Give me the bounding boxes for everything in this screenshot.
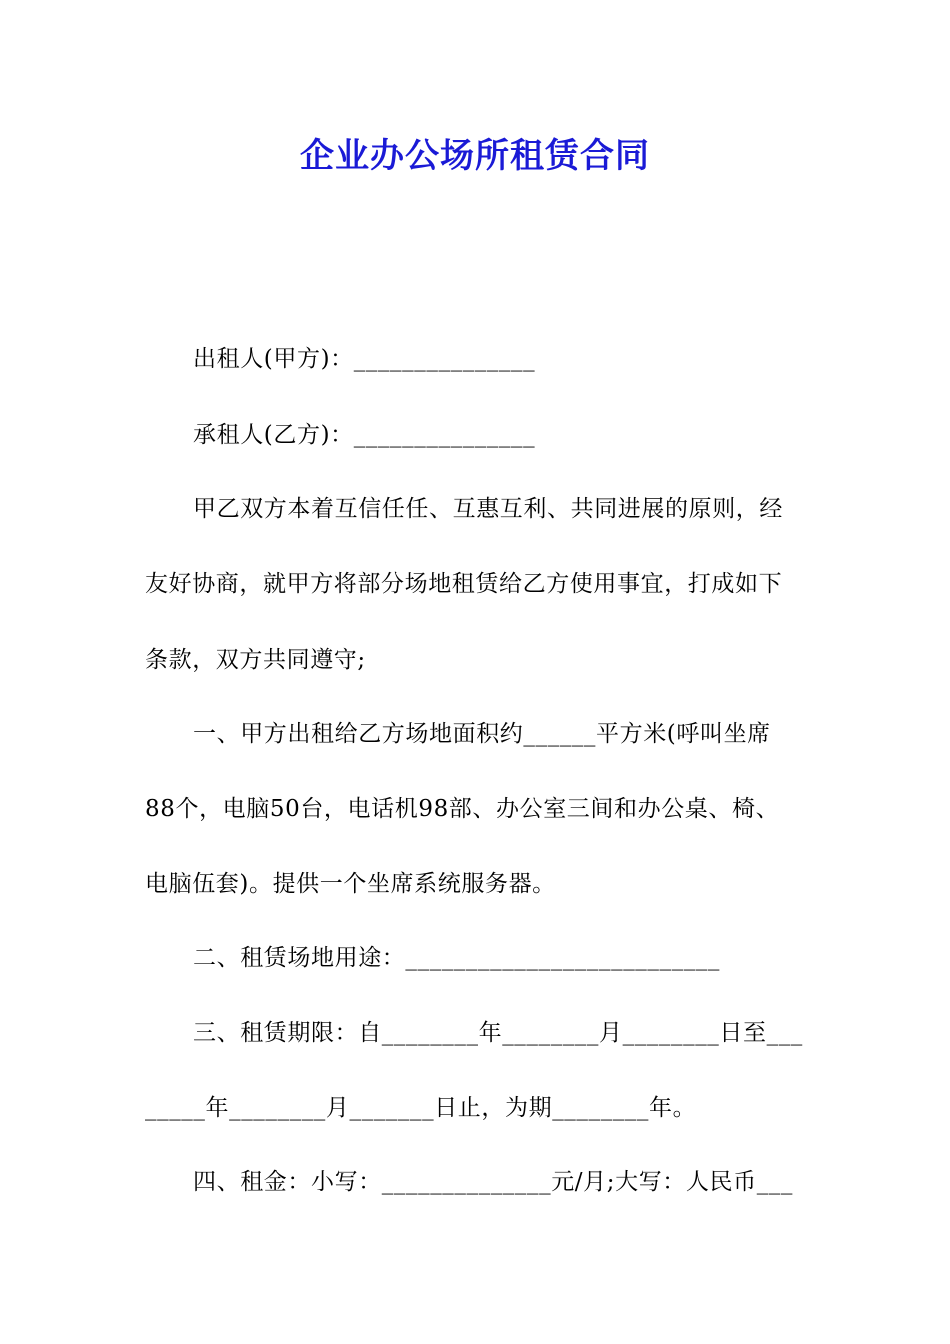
clause-1-line-2: 88个，电脑50台，电话机98部、办公室三间和办公桌、椅、 (145, 796, 780, 822)
lessee-line: 承租人(乙方)：_______________ (193, 422, 536, 448)
clause-2-line: 二、租赁场地用途：__________________________ (193, 945, 720, 971)
document-title: 企业办公场所租赁合同 (300, 136, 650, 176)
clause-4-line: 四、租金：小写：______________元/月;大写：人民币___ (193, 1169, 793, 1195)
lessor-line: 出租人(甲方)：_______________ (193, 346, 536, 372)
preamble-line-3: 条款，双方共同遵守; (145, 647, 366, 673)
preamble-line-2: 友好协商，就甲方将部分场地租赁给乙方使用事宜，打成如下 (145, 571, 783, 597)
clause-1-line-1: 一、甲方出租给乙方场地面积约______平方米(呼叫坐席 (193, 721, 771, 747)
clause-3-line-2: _____年________月_______日止，为期________年。 (145, 1095, 697, 1121)
preamble-line-1: 甲乙双方本着互信任任、互惠互利、共同进展的原则，经 (193, 496, 783, 522)
clause-1-line-3: 电脑伍套)。提供一个坐席系统服务器。 (145, 871, 556, 897)
clause-3-line-1: 三、租赁期限：自________年________月________日至___ (193, 1020, 803, 1046)
